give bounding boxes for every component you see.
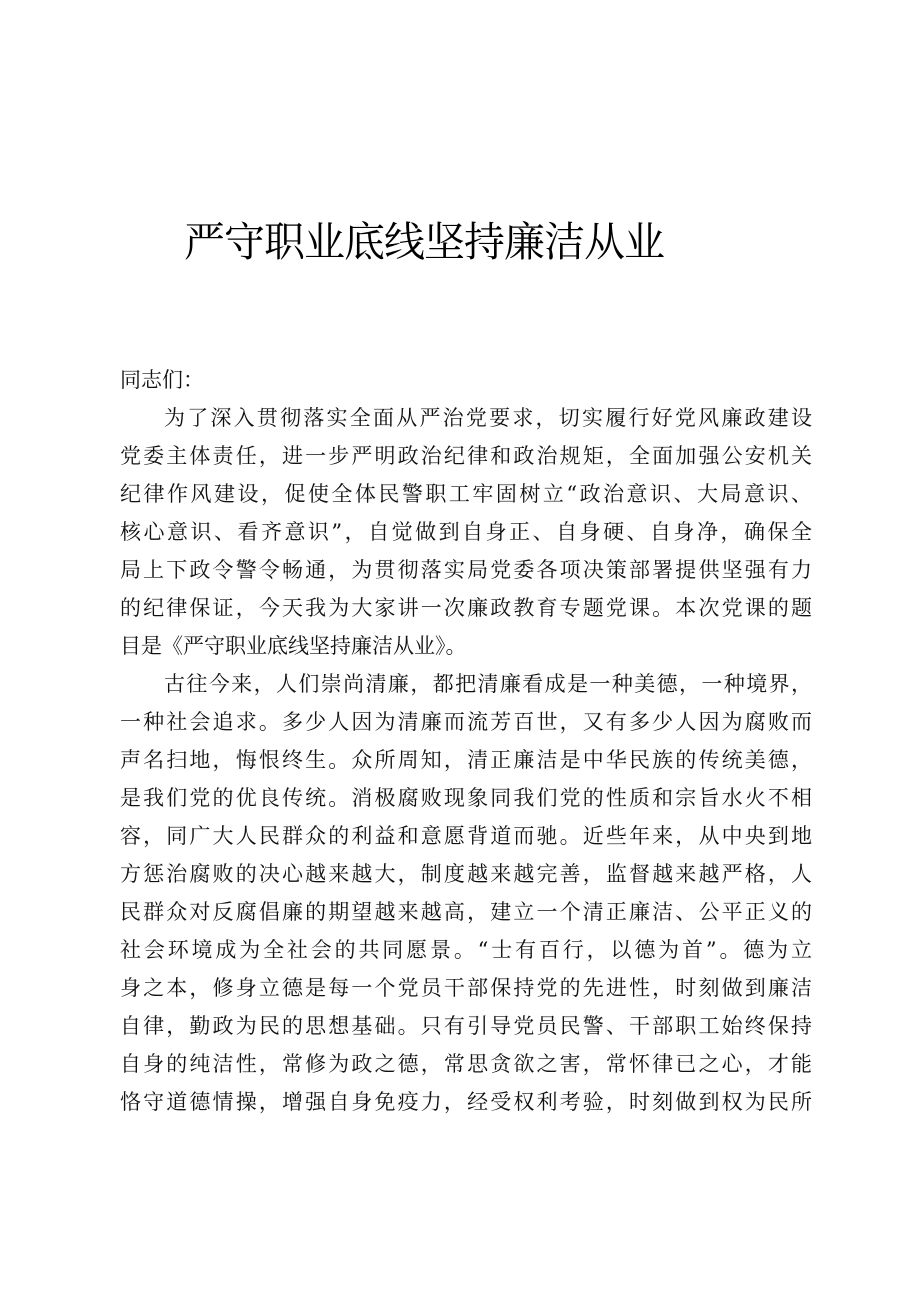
paragraph-1-line-7: 目是《严守职业底线坚持廉洁从业》。: [120, 634, 467, 658]
paragraph-2: [120, 665, 812, 1121]
paragraph-1-line-4: 核心意识、看齐意识”，自觉做到自身正、自身硬、自身净，确保全: [120, 520, 812, 544]
paragraph-1-line-1: 为了深入贯彻落实全面从严治党要求，切实履行好党风廉政建设: [164, 406, 812, 430]
paragraph-2-line-8: 社会环境成为全社会的共同愿景。“士有百行，以德为首”。德为立: [120, 938, 812, 962]
paragraph-1-line-5: 局上下政令警令畅通，为贯彻落实局党委各项决策部署提供坚强有力: [120, 558, 812, 582]
paragraph-2-line-4: 是我们党的优良传统。消极腐败现象同我们党的性质和宗旨水火不相: [120, 786, 812, 810]
paragraph-1-line-6: 的纪律保证，今天我为大家讲一次廉政教育专题党课。本次党课的题: [120, 596, 812, 620]
paragraph-2-line-11: 自身的纯洁性，常修为政之德，常思贪欲之害，常怀律已之心，才能: [120, 1052, 812, 1076]
paragraph-2-line-5: 容，同广大人民群众的利益和意愿背道而驰。近些年来，从中央到地: [120, 824, 812, 848]
paragraph-2-line-10: 自律，勤政为民的思想基础。只有引导党员民警、干部职工始终保持: [120, 1014, 812, 1038]
paragraph-1-line-3: 纪律作风建设，促使全体民警职工牢固树立“政治意识、大局意识、: [120, 482, 812, 506]
paragraph-1-line-2: 党委主体责任，进一步严明政治纪律和政治规矩，全面加强公安机关: [120, 444, 812, 468]
paragraph-2-line-6: 方惩治腐败的决心越来越大，制度越来越完善，监督越来越严格，人: [120, 862, 812, 886]
document-body: [120, 361, 812, 1121]
document-title: 严守职业底线坚持廉洁从业: [184, 218, 664, 266]
paragraph-2-line-3: 声名扫地，悔恨终生。众所周知，清正廉洁是中华民族的传统美德，: [120, 748, 812, 772]
paragraph-2-line-7: 民群众对反腐倡廉的期望越来越高，建立一个清正廉洁、公平正义的: [120, 900, 812, 924]
paragraph-1: [120, 399, 812, 665]
paragraph-2-line-12: 恪守道德情操，增强自身免疫力，经受权利考验，时刻做到权为民所: [120, 1090, 812, 1114]
paragraph-2-line-1: 古往今来，人们崇尚清廉，都把清廉看成是一种美德，一种境界，: [164, 672, 812, 696]
paragraph-2-line-2: 一种社会追求。多少人因为清廉而流芳百世，又有多少人因为腐败而: [120, 710, 812, 734]
salutation: 同志们：: [120, 368, 204, 392]
paragraph-2-line-9: 身之本，修身立德是每一个党员干部保持党的先进性，时刻做到廉洁: [120, 976, 812, 1000]
